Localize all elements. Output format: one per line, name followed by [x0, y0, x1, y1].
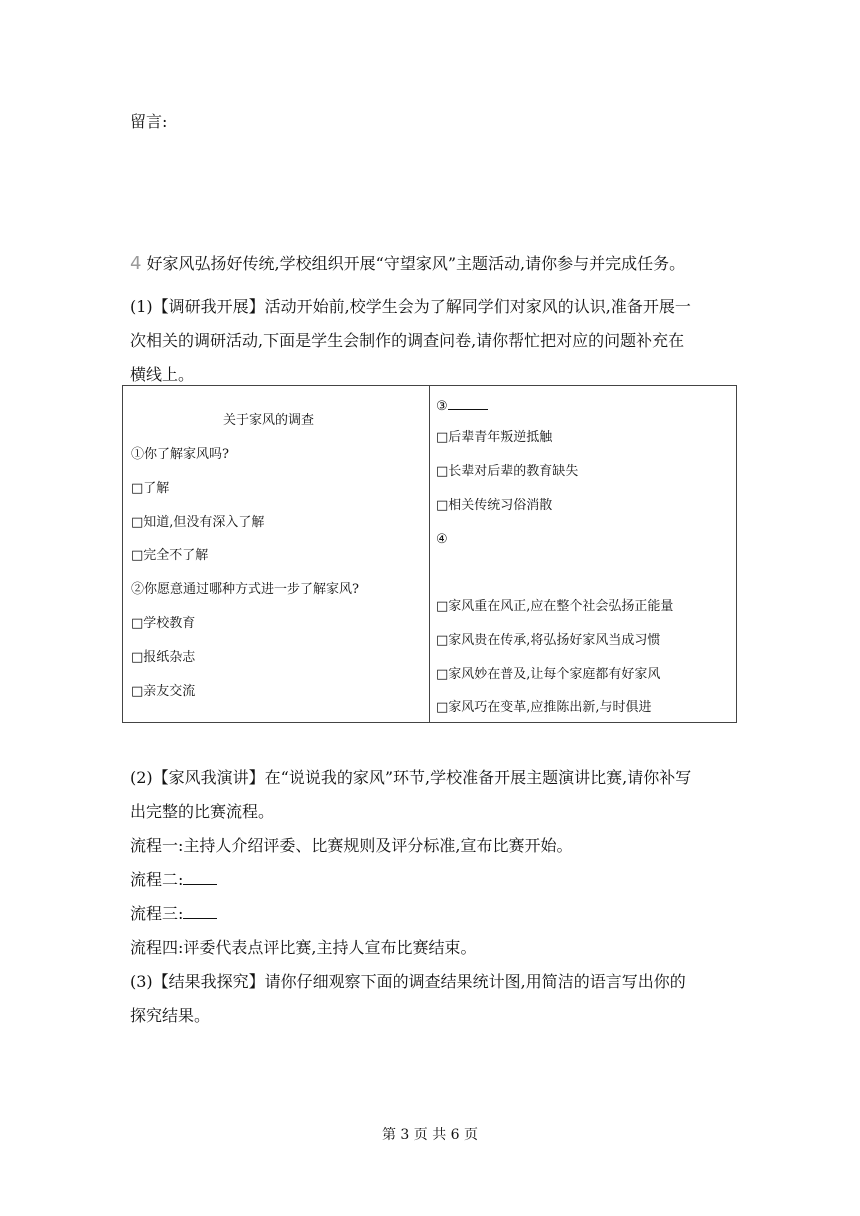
- survey-option: □家风妙在普及,让每个家庭都有好家风: [436, 667, 661, 682]
- page-footer: 第 3 页 共 6 页: [381, 1127, 479, 1143]
- flow-3-label: 流程三:: [130, 904, 184, 923]
- survey-title: 关于家风的调查: [223, 413, 315, 428]
- survey-option: □完全不了解: [131, 548, 209, 563]
- flow-4: 流程四:评委代表点评比赛,主持人宣布比赛结束。: [130, 938, 477, 957]
- survey-option: □家风重在风正,应在整个社会弘扬正能量: [436, 599, 674, 614]
- survey-option: □亲友交流: [131, 684, 196, 699]
- survey-table: [122, 385, 737, 723]
- part2-paragraph: [130, 761, 730, 1033]
- part2-line: (2)【家风我演讲】在“说说我的家风”环节,学校准备开展主题演讲比赛,请你补写: [130, 768, 692, 787]
- survey-option: □后辈青年叛逆抵触: [436, 430, 553, 445]
- survey-option: □了解: [131, 481, 170, 496]
- survey-question-2: ②你愿意通过哪种方式进一步了解家风?: [131, 582, 359, 597]
- survey-question-4-label: ④: [436, 532, 448, 547]
- part1-line: 次相关的调研活动,下面是学生会制作的调查问卷,请你帮忙把对应的问题补充在: [130, 331, 685, 350]
- survey-option: □相关传统习俗消散: [436, 498, 553, 513]
- flow-3: [130, 897, 730, 931]
- answer-blank: [183, 870, 217, 885]
- survey-option: □长辈对后辈的教育缺失: [436, 464, 579, 479]
- question-intro-text: 好家风弘扬好传统,学校组织开展“守望家风”主题活动,请你参与并完成任务。: [146, 254, 686, 273]
- answer-blank: [183, 904, 217, 919]
- flow-1: 流程一:主持人介绍评委、比赛规则及评分标准,宣布比赛开始。: [130, 836, 573, 855]
- survey-option: □报纸杂志: [131, 650, 196, 665]
- part1-paragraph: [130, 290, 730, 392]
- message-label: 留言:: [130, 112, 168, 131]
- part1-line: 横线上。: [130, 365, 195, 384]
- survey-divider: [429, 386, 430, 722]
- part3-line: (3)【结果我探究】请你仔细观察下面的调查结果统计图,用简洁的语言写出你的: [130, 972, 686, 991]
- flow-2: [130, 863, 730, 897]
- flow-2-label: 流程二:: [130, 870, 184, 889]
- survey-option: □家风巧在变革,应推陈出新,与时俱进: [436, 700, 652, 715]
- survey-question-3: [436, 395, 488, 415]
- part1-line: (1)【调研我开展】活动开始前,校学生会为了解同学们对家风的认识,准备开展一: [130, 297, 691, 316]
- survey-option: □知道,但没有深入了解: [131, 515, 265, 530]
- question-intro: [130, 254, 685, 274]
- question-number: 4: [130, 253, 142, 274]
- part3-line: 探究结果。: [130, 1006, 211, 1025]
- survey-option: □家风贵在传承,将弘扬好家风当成习惯: [436, 633, 661, 648]
- survey-option: □学校教育: [131, 616, 196, 631]
- survey-question-1: ①你了解家风吗?: [131, 447, 229, 462]
- survey-question-3-label: ③: [436, 399, 448, 414]
- part2-line: 出完整的比赛流程。: [130, 802, 275, 821]
- answer-blank: [448, 395, 488, 410]
